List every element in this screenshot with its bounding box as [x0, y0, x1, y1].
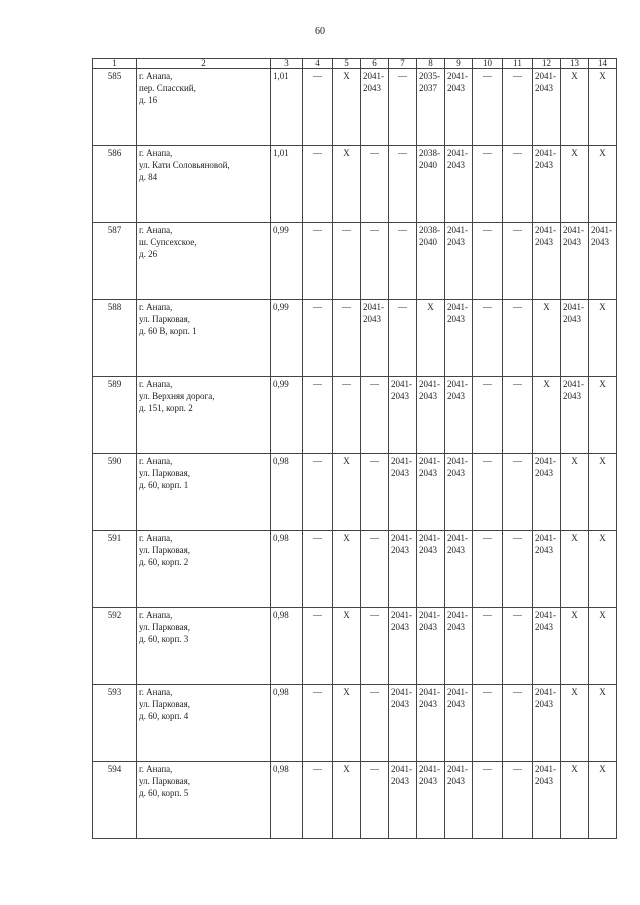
cell-c7: 2041- 2043	[389, 608, 417, 685]
cell-c3: 0,98	[271, 531, 303, 608]
cell-c12: X	[533, 300, 561, 377]
address-line: ул. Парковая,	[139, 622, 191, 632]
address-line: д. 60, корп. 5	[139, 788, 189, 798]
row-number: 587	[93, 223, 137, 300]
cell-c9: 2041- 2043	[445, 531, 473, 608]
cell-c8: 2041- 2043	[417, 685, 445, 762]
address-cell	[137, 223, 271, 300]
address-cell	[137, 608, 271, 685]
address-line: ш. Супсехское,	[139, 237, 197, 247]
cell-c3: 1,01	[271, 146, 303, 223]
row-number: 593	[93, 685, 137, 762]
cell-c10: —	[473, 69, 503, 146]
column-header: 3	[271, 59, 303, 69]
cell-c6: —	[361, 454, 389, 531]
table-row	[93, 454, 617, 531]
cell-c6: —	[361, 146, 389, 223]
cell-c14: X	[589, 377, 617, 454]
cell-c8: 2041- 2043	[417, 454, 445, 531]
cell-c7: —	[389, 223, 417, 300]
cell-c6: —	[361, 685, 389, 762]
column-header: 10	[473, 59, 503, 69]
column-header: 4	[303, 59, 333, 69]
cell-c3: 0,98	[271, 454, 303, 531]
cell-c11: —	[503, 377, 533, 454]
cell-c11: —	[503, 454, 533, 531]
cell-c4: —	[303, 377, 333, 454]
address-line: д. 16	[139, 95, 158, 105]
cell-c14: X	[589, 608, 617, 685]
row-number: 588	[93, 300, 137, 377]
cell-c10: —	[473, 531, 503, 608]
table-row	[93, 223, 617, 300]
cell-c9: 2041- 2043	[445, 608, 473, 685]
cell-c11: —	[503, 69, 533, 146]
cell-c8: 2041- 2043	[417, 531, 445, 608]
cell-c12: 2041- 2043	[533, 454, 561, 531]
address-line: ул. Кати Соловьяновой,	[139, 160, 230, 170]
cell-c13: X	[561, 685, 589, 762]
cell-c10: —	[473, 223, 503, 300]
address-line: г. Анапа,	[139, 148, 173, 158]
cell-c13: X	[561, 69, 589, 146]
cell-c5: X	[333, 454, 361, 531]
cell-c11: —	[503, 762, 533, 839]
cell-c4: —	[303, 531, 333, 608]
cell-c12: 2041- 2043	[533, 685, 561, 762]
address-line: д. 60, корп. 2	[139, 557, 189, 567]
cell-c8: 2041- 2043	[417, 762, 445, 839]
cell-c10: —	[473, 377, 503, 454]
cell-c4: —	[303, 300, 333, 377]
table-row	[93, 300, 617, 377]
row-number: 594	[93, 762, 137, 839]
cell-c10: —	[473, 762, 503, 839]
row-number: 586	[93, 146, 137, 223]
address-line: ул. Парковая,	[139, 545, 191, 555]
cell-c11: —	[503, 146, 533, 223]
cell-c4: —	[303, 762, 333, 839]
cell-c13: 2041- 2043	[561, 223, 589, 300]
cell-c12: 2041- 2043	[533, 146, 561, 223]
cell-c5: X	[333, 69, 361, 146]
cell-c5: X	[333, 146, 361, 223]
cell-c9: 2041- 2043	[445, 685, 473, 762]
cell-c7: —	[389, 69, 417, 146]
cell-c14: X	[589, 762, 617, 839]
address-line: г. Анапа,	[139, 610, 173, 620]
cell-c3: 0,98	[271, 762, 303, 839]
table-row	[93, 377, 617, 454]
cell-c5: —	[333, 300, 361, 377]
table-row	[93, 608, 617, 685]
row-number: 589	[93, 377, 137, 454]
cell-c9: 2041- 2043	[445, 454, 473, 531]
cell-c6: —	[361, 223, 389, 300]
cell-c7: —	[389, 300, 417, 377]
address-line: г. Анапа,	[139, 379, 173, 389]
column-header: 2	[137, 59, 271, 69]
cell-c8: 2041- 2043	[417, 608, 445, 685]
cell-c11: —	[503, 685, 533, 762]
cell-c5: X	[333, 608, 361, 685]
cell-c5: X	[333, 762, 361, 839]
cell-c3: 0,98	[271, 685, 303, 762]
cell-c13: X	[561, 608, 589, 685]
cell-c5: X	[333, 531, 361, 608]
cell-c4: —	[303, 685, 333, 762]
cell-c7: 2041- 2043	[389, 685, 417, 762]
address-cell	[137, 762, 271, 839]
address-line: д. 84	[139, 172, 158, 182]
cell-c13: X	[561, 146, 589, 223]
cell-c4: —	[303, 608, 333, 685]
cell-c14: X	[589, 531, 617, 608]
column-header: 6	[361, 59, 389, 69]
cell-c3: 0,99	[271, 300, 303, 377]
cell-c4: —	[303, 146, 333, 223]
cell-c7: 2041- 2043	[389, 762, 417, 839]
table-row	[93, 685, 617, 762]
row-number: 591	[93, 531, 137, 608]
address-line: г. Анапа,	[139, 71, 173, 81]
cell-c14: X	[589, 300, 617, 377]
cell-c10: —	[473, 300, 503, 377]
cell-c9: 2041- 2043	[445, 146, 473, 223]
cell-c12: 2041- 2043	[533, 223, 561, 300]
page-number: 60	[315, 26, 325, 37]
cell-c8: 2035- 2037	[417, 69, 445, 146]
address-line: г. Анапа,	[139, 764, 173, 774]
cell-c8: X	[417, 300, 445, 377]
column-header: 9	[445, 59, 473, 69]
cell-c6: —	[361, 531, 389, 608]
cell-c10: —	[473, 685, 503, 762]
row-number: 592	[93, 608, 137, 685]
address-line: г. Анапа,	[139, 533, 173, 543]
row-number: 585	[93, 69, 137, 146]
cell-c13: X	[561, 762, 589, 839]
address-line: ул. Парковая,	[139, 468, 191, 478]
address-line: ул. Верхняя дорога,	[139, 391, 215, 401]
address-cell	[137, 69, 271, 146]
cell-c12: 2041- 2043	[533, 762, 561, 839]
cell-c14: X	[589, 685, 617, 762]
cell-c13: X	[561, 454, 589, 531]
column-header: 13	[561, 59, 589, 69]
cell-c3: 0,99	[271, 377, 303, 454]
address-line: ул. Парковая,	[139, 776, 191, 786]
table-row	[93, 146, 617, 223]
cell-c12: X	[533, 377, 561, 454]
address-cell	[137, 377, 271, 454]
column-header: 5	[333, 59, 361, 69]
address-line: г. Анапа,	[139, 687, 173, 697]
address-line: ул. Парковая,	[139, 699, 191, 709]
column-header: 7	[389, 59, 417, 69]
address-cell	[137, 300, 271, 377]
cell-c12: 2041- 2043	[533, 69, 561, 146]
cell-c8: 2038- 2040	[417, 146, 445, 223]
cell-c5: —	[333, 223, 361, 300]
cell-c7: 2041- 2043	[389, 454, 417, 531]
address-line: ул. Парковая,	[139, 314, 191, 324]
address-line: д. 60, корп. 3	[139, 634, 189, 644]
cell-c3: 1,01	[271, 69, 303, 146]
column-header: 12	[533, 59, 561, 69]
cell-c13: X	[561, 531, 589, 608]
cell-c12: 2041- 2043	[533, 608, 561, 685]
address-cell	[137, 685, 271, 762]
address-line: г. Анапа,	[139, 456, 173, 466]
cell-c11: —	[503, 300, 533, 377]
cell-c8: 2038- 2040	[417, 223, 445, 300]
cell-c7: 2041- 2043	[389, 377, 417, 454]
table-header-row	[93, 59, 617, 69]
cell-c6: —	[361, 377, 389, 454]
cell-c11: —	[503, 608, 533, 685]
cell-c4: —	[303, 223, 333, 300]
cell-c7: —	[389, 146, 417, 223]
address-line: д. 26	[139, 249, 158, 259]
cell-c7: 2041- 2043	[389, 531, 417, 608]
address-line: г. Анапа,	[139, 225, 173, 235]
column-header: 8	[417, 59, 445, 69]
table-row	[93, 762, 617, 839]
cell-c3: 0,99	[271, 223, 303, 300]
address-line: д. 60, корп. 1	[139, 480, 189, 490]
cell-c6: —	[361, 762, 389, 839]
address-line: д. 60, корп. 4	[139, 711, 189, 721]
cell-c14: 2041- 2043	[589, 223, 617, 300]
cell-c10: —	[473, 608, 503, 685]
table-row	[93, 531, 617, 608]
cell-c5: X	[333, 685, 361, 762]
row-number: 590	[93, 454, 137, 531]
address-line: пер. Спасский,	[139, 83, 196, 93]
cell-c6: —	[361, 608, 389, 685]
cell-c4: —	[303, 454, 333, 531]
cell-c10: —	[473, 146, 503, 223]
address-cell	[137, 531, 271, 608]
address-cell	[137, 454, 271, 531]
cell-c11: —	[503, 531, 533, 608]
cell-c3: 0,98	[271, 608, 303, 685]
cell-c14: X	[589, 146, 617, 223]
address-line: г. Анапа,	[139, 302, 173, 312]
cell-c9: 2041- 2043	[445, 300, 473, 377]
address-line: д. 60 В, корп. 1	[139, 326, 197, 336]
cell-c14: X	[589, 69, 617, 146]
data-table	[92, 58, 617, 839]
cell-c5: —	[333, 377, 361, 454]
cell-c6: 2041- 2043	[361, 300, 389, 377]
cell-c13: 2041- 2043	[561, 300, 589, 377]
cell-c9: 2041- 2043	[445, 223, 473, 300]
table-row	[93, 69, 617, 146]
cell-c14: X	[589, 454, 617, 531]
cell-c8: 2041- 2043	[417, 377, 445, 454]
column-header: 1	[93, 59, 137, 69]
cell-c12: 2041- 2043	[533, 531, 561, 608]
column-header: 14	[589, 59, 617, 69]
cell-c9: 2041- 2043	[445, 377, 473, 454]
cell-c10: —	[473, 454, 503, 531]
cell-c6: 2041- 2043	[361, 69, 389, 146]
cell-c9: 2041- 2043	[445, 762, 473, 839]
cell-c4: —	[303, 69, 333, 146]
column-header: 11	[503, 59, 533, 69]
cell-c9: 2041- 2043	[445, 69, 473, 146]
cell-c11: —	[503, 223, 533, 300]
cell-c13: 2041- 2043	[561, 377, 589, 454]
address-line: д. 151, корп. 2	[139, 403, 193, 413]
address-cell	[137, 146, 271, 223]
